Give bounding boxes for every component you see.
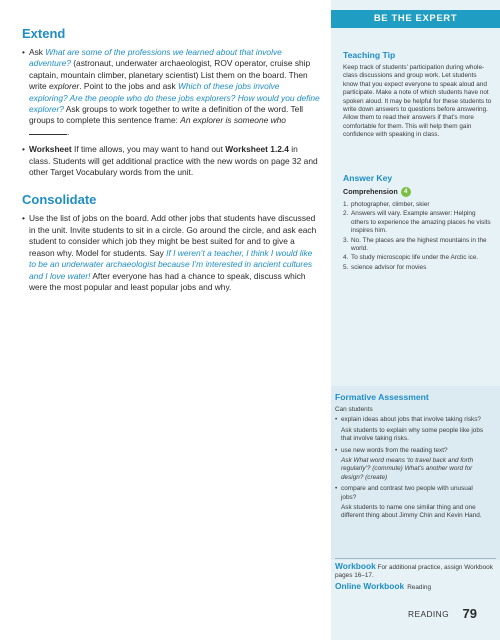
answer-item: 2. Answers will vary. Example answer: Helping others to experience the amazing places he visits inspires him.: [343, 210, 491, 235]
page-footer: [393, 606, 493, 624]
answer-key-title: Answer Key: [343, 173, 393, 183]
answer-item: 3. No. The places are the highest mountains in the world.: [343, 236, 487, 253]
sentence-frame: An explorer is someone who: [180, 115, 286, 126]
answer-key: [343, 173, 493, 273]
assessment-prompt: Ask students to explain why some people like jobs that involve taking risks.: [341, 426, 484, 443]
question-text: Which of these jobs involve exploring? Are the people who do these jobs explorers? How would you define explorer?: [29, 81, 320, 115]
assessment-item: • compare and contrast two people with unusual jobs?: [335, 485, 473, 501]
number-badge: 4: [401, 187, 411, 197]
consolidate-heading: Consolidate: [22, 192, 97, 208]
formative-content: Formative Assessment Can students • explain ideas about jobs that involve taking risks? Ask students to explain why some people like jobs that involve taking risks. • use new words from the reading text? Ask What word means ‘to travel back and forth regularly’? (commute) What’s another word for design? (create) • compare and contrast two people with unusual jobs? Ask students to name one similar thing and one different thing about Jimmy Chin and Kevin Hand.: [335, 392, 484, 520]
comprehension-label: Comprehension 4: [343, 187, 493, 197]
assessment-prompt: Ask What word means ‘to travel back and forth regularly’? (commute) What’s another word for design? (create): [341, 457, 474, 481]
model-quote: If I weren’t a teacher, I think I would like to be an underwater archaeologist because I’m interested in ancient cultures and I love water!: [29, 247, 313, 281]
workbook-title: Workbook: [335, 561, 376, 571]
workbook-note: Workbook For additional practice, assign Workbook pages 16–17. Online Workbook Reading: [335, 561, 493, 592]
formative-title: Formative Assessment: [335, 392, 429, 402]
question-text: What are some of the professions we learned about that involve adventure?: [29, 47, 282, 69]
online-workbook-title: Online Workbook: [335, 581, 405, 592]
main-column: [22, 26, 320, 299]
bullet-dot: •: [22, 47, 25, 57]
bullet-dot: •: [22, 144, 25, 155]
fill-blank: [29, 127, 67, 135]
assessment-item: • use new words from the reading text?: [335, 446, 448, 454]
divider: [335, 558, 496, 559]
section-label: READING: [408, 609, 449, 619]
bullet-dot: •: [335, 416, 338, 424]
bullet-dot: •: [335, 485, 338, 493]
assessment-prompt: Ask students to name one similar thing and one different thing about Jimmy Chin and Kevin Hand.: [341, 504, 482, 520]
extend-bullet-2: • Worksheet If time allows, you may want to hand out Worksheet 1.2.4 in class. Students will get additional practice with the new words on page 32 and other Target Vocabulary words from the unit.: [22, 144, 318, 178]
extend-bullet-1: • Ask What are some of the professions we learned about that involve adventure? (astronaut, underwater archaeologist, ROV operator, cruise ship captain, mountain climber, planetary scientist) List them on the board. Then write explorer. Point to the jobs and ask Which of these jobs involve exploring? Are the people who do these jobs explorers? How would you define explorer? Ask groups to work together to write a definition of the word. Tell groups to complete this sentence frame: An explorer is someone who .: [22, 47, 320, 137]
teaching-tip-title: Teaching Tip: [343, 50, 396, 60]
bullet-dot: •: [22, 213, 25, 224]
teaching-tip-text: Keep track of students’ participation during whole-class discussions and group work. Let students know that you expect everyone to speak aloud and participate. Make a note of which students have not spoken aloud. It may be helpful for these students to write down answers to questions before answering. Allow them to read their answers if that’s more comfortable for them. This will help them gain confidence with speaking in class.: [343, 64, 492, 139]
answer-item: 1. photographer, climber, skier: [343, 201, 430, 208]
bullet-dot: •: [335, 446, 338, 454]
answer-item: 5. science advisor for movies: [343, 263, 427, 271]
formative-assessment: [331, 386, 500, 560]
page-number: 79: [462, 606, 477, 621]
assessment-item: • explain ideas about jobs that involve taking risks?: [335, 416, 481, 424]
teaching-tip: [343, 50, 493, 140]
be-the-expert-banner: BE THE EXPERT: [331, 10, 500, 28]
answer-item: 4. To study microscopic life under the Arctic ice.: [343, 254, 479, 262]
worksheet-ref: Worksheet 1.2.4: [225, 144, 289, 155]
extend-heading: Extend: [22, 26, 66, 41]
consolidate-bullet: • Use the list of jobs on the board. Add other jobs that students have discussed in the unit. Invite students to sit in a circle. Go around the circle, and ask each student to consider which job they might be best suited for and to give a reason why. Model for students. Say If I weren’t a teacher, I think I would like to be an underwater archaeologist because I’m interested in ancient cultures and I love water! After everyone has had a chance to speak, discuss which were the most popular and least popular jobs and why.: [22, 213, 317, 292]
